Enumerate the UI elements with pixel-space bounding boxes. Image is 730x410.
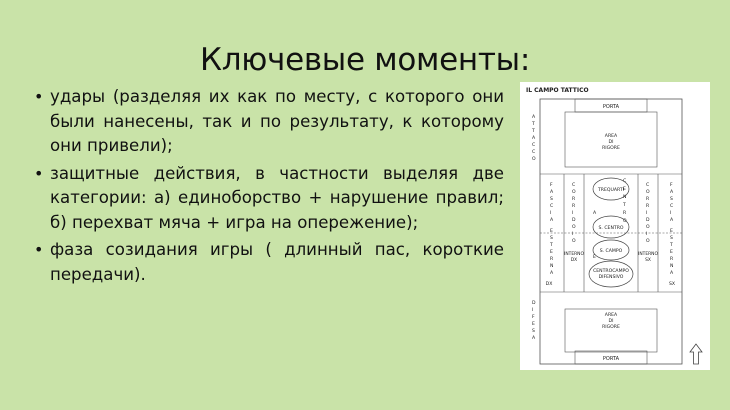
area-top-line1: AREA <box>604 134 618 139</box>
difesa-label: D I F E S A <box>532 301 536 341</box>
fascia-left-label: F A S C I A E S T E R N A <box>550 183 554 276</box>
porta-bottom-label: PORTA <box>602 356 620 362</box>
bullet-dot: • <box>34 240 44 259</box>
interno-left-line1: INTERNO <box>564 252 584 257</box>
centrocampo-line2: DIFENSIVO <box>598 275 624 280</box>
centrocampo-ellipse <box>589 261 633 287</box>
area-bottom-line1: AREA <box>604 313 618 318</box>
trequarti-label: TREQUARTI <box>597 188 625 193</box>
interno-left-line2: DX <box>570 258 578 263</box>
area-bottom-line3: RIGORE <box>602 325 620 330</box>
bullet-text: удары (разделяя их как по месту, с которого они были нанесены, так и по результату, к которому они привели); <box>50 87 504 155</box>
bullet-item <box>34 85 504 159</box>
centro-label: C E N T R O <box>623 179 627 224</box>
porta-top-label: PORTA <box>602 104 620 110</box>
s-campo-label: S. CAMPO <box>599 249 623 254</box>
corridoio-right-label: C O R R I D O I O <box>646 183 650 244</box>
up-arrow-icon <box>690 344 702 364</box>
centrocampo-line1: CENTROCAMPO <box>593 269 629 274</box>
corridoio-left-label: C O R R I D O I O <box>572 183 576 244</box>
bullet-item <box>34 162 504 236</box>
tactical-field-svg <box>520 82 710 370</box>
slide-title: Ключевые моменты: <box>200 42 530 78</box>
interno-right-line2: SX <box>645 258 651 263</box>
bullet-list <box>34 85 504 290</box>
bullet-item <box>34 238 504 287</box>
interno-right-line1: INTERNO <box>638 252 658 257</box>
fascia-right-label: F A S C I A E S T E R N A <box>670 183 674 276</box>
bullet-dot: • <box>34 87 44 106</box>
attacco-label: A T T A C C O <box>532 115 536 162</box>
bullet-text: защитные действия, в частности выделяя две категории: а) единоборство + нарушение правил; б) перехват мяча + игра на опережение); <box>50 163 504 232</box>
s-centro-label: S. CENTRO <box>598 226 624 231</box>
side-letter-a: A <box>593 211 597 216</box>
side-letter-e: E <box>593 255 596 260</box>
area-top-line2: DI <box>608 140 614 145</box>
sx-label: SX <box>668 282 676 287</box>
bullet-text: фаза созидания игры ( длинный пас, короткие передачи). <box>50 240 504 284</box>
area-bottom-line2: DI <box>608 319 614 324</box>
bullet-dot: • <box>34 163 44 183</box>
tactical-field-diagram <box>520 82 710 370</box>
area-top-line3: RIGORE <box>602 146 620 151</box>
diagram-heading: IL CAMPO TATTICO <box>526 87 589 94</box>
dx-label: DX <box>545 282 553 287</box>
